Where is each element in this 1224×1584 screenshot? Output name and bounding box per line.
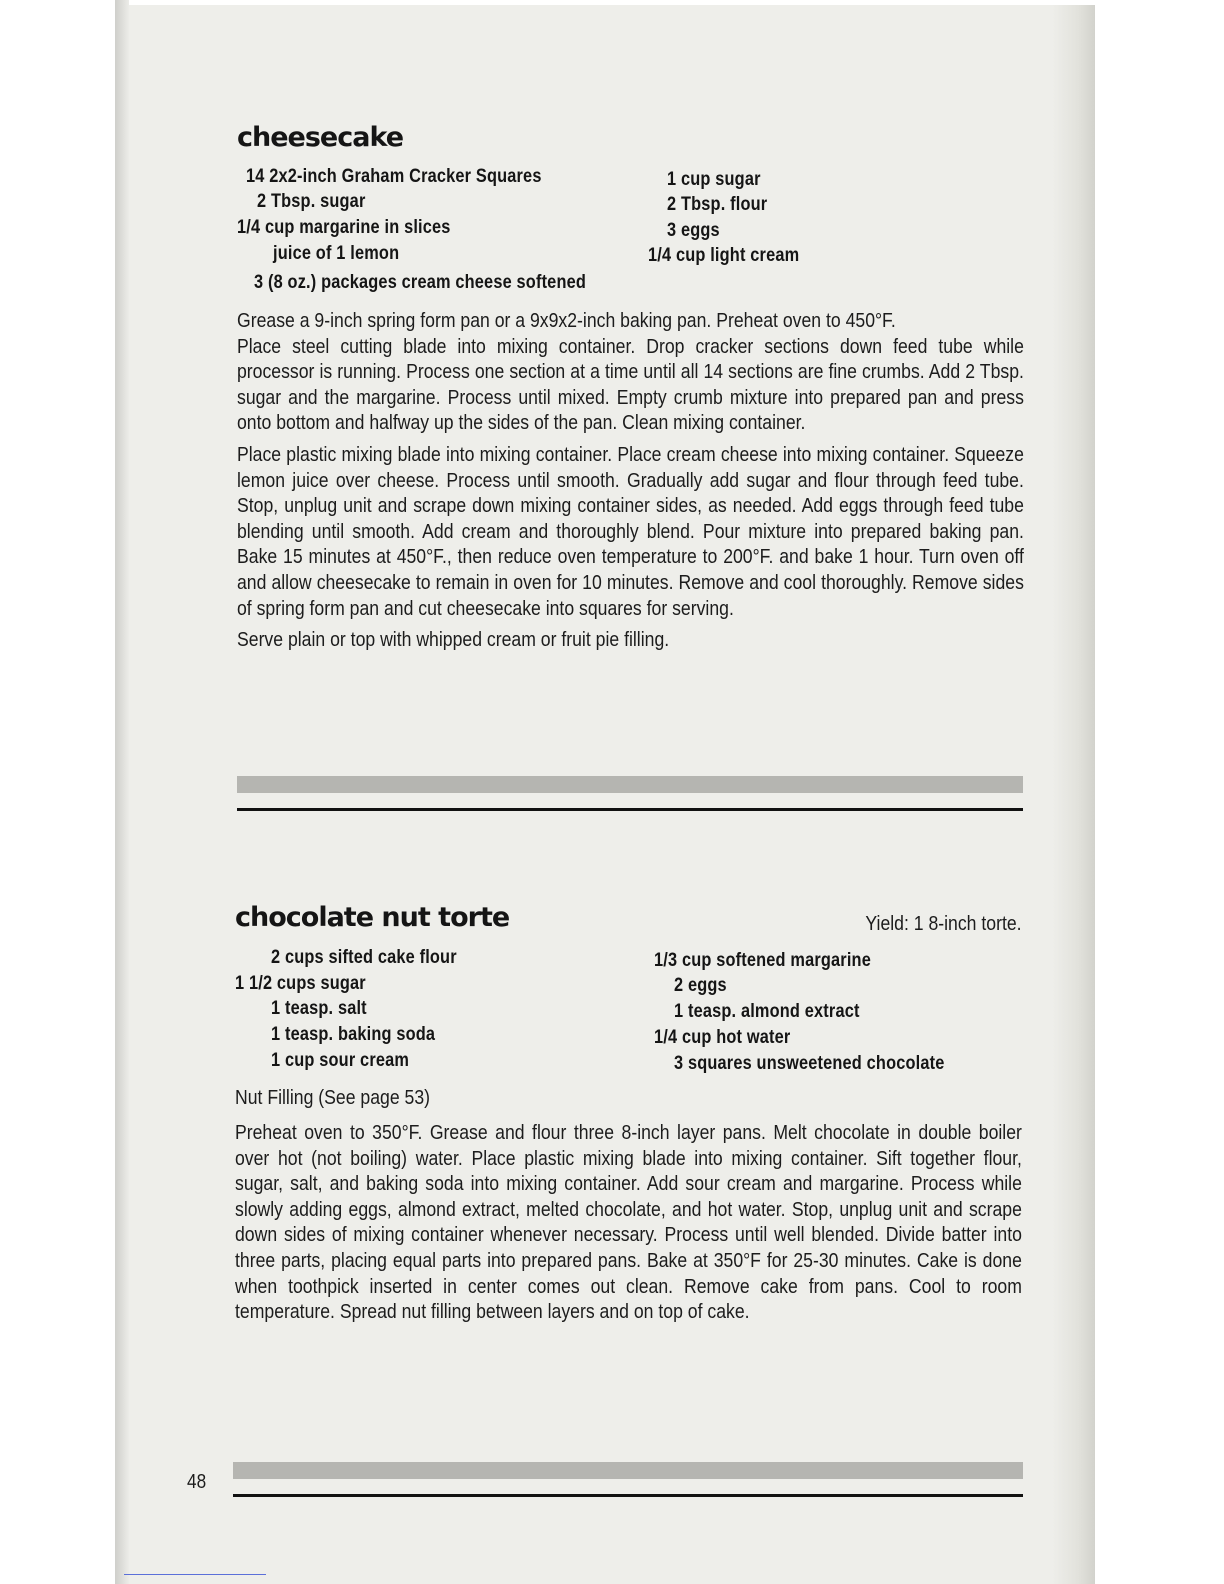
- section-gray-bar: [237, 776, 1023, 793]
- page-edge-shadow: [1052, 5, 1095, 1584]
- ingredient-item: 14 2x2-inch Graham Cracker Squares: [246, 166, 542, 187]
- directions-paragraph: Place steel cutting blade into mixing container. Drop cracker sections down feed tube while processor is running. Process one section at a time until all 14 sections are fine crumbs. Add 2 Tbsp. sugar and the margarine. Process until mixed. Empty crumb mixture into prepared pan and press onto bottom and halfway up the sides of the pan. Clean mixing container.: [237, 334, 1024, 435]
- ingredient-item: 2 eggs: [674, 975, 727, 996]
- recipe-directions-torte: [235, 1120, 1022, 1331]
- ingredient-item: 2 Tbsp. sugar: [257, 191, 366, 212]
- footer-rule: [233, 1494, 1023, 1497]
- ingredient-item: juice of 1 lemon: [273, 243, 400, 264]
- recipe-title-cheesecake: cheesecake: [237, 122, 404, 153]
- page-gutter-shadow: [115, 0, 129, 1584]
- ingredient-item: 3 squares unsweetened chocolate: [674, 1053, 945, 1074]
- scan-margin-right: [1095, 0, 1224, 1584]
- ingredient-item: 1 teasp. baking soda: [271, 1024, 436, 1045]
- ingredient-item: 1 cup sour cream: [271, 1050, 410, 1071]
- scan-artifact-line: [124, 1574, 266, 1575]
- recipe-yield: Yield: 1 8-inch torte.: [865, 912, 1022, 935]
- scan-margin-left: [0, 0, 118, 1584]
- directions-paragraph: Preheat oven to 350°F. Grease and flour three 8-inch layer pans. Melt chocolate in double boiler over hot (not boiling) water. Place plastic mixing blade into mixing container. Sift together flour, sugar, salt, and baking soda into mixing container. Add sour cream and margarine. Process while slowly adding eggs, almond extract, melted chocolate, and hot water. Stop, unplug unit and scrape down sides of mixing container whenever necessary. Process until well blended. Divide batter into three parts, placing equal parts into prepared pans. Bake at 350°F for 25-30 minutes. Cake is done when toothpick inserted in center comes out clean. Remove cake from pans. Cool to room temperature. Spread nut filling between layers and on top of cake.: [235, 1121, 1022, 1324]
- ingredient-item: 1 cup sugar: [667, 169, 761, 190]
- recipe-directions-cheesecake: [237, 308, 1024, 659]
- ingredient-item: 1 1/2 cups sugar: [235, 973, 366, 994]
- section-divider-rule: [237, 808, 1023, 811]
- filling-note: Nut Filling (See page 53): [235, 1086, 431, 1109]
- recipe-title-torte: chocolate nut torte: [235, 902, 510, 933]
- ingredient-item: 1 teasp. almond extract: [674, 1001, 860, 1022]
- directions-paragraph: Grease a 9-inch spring form pan or a 9x9x2-inch baking pan. Preheat oven to 450°F.: [237, 309, 896, 332]
- ingredient-item: 1/4 cup hot water: [654, 1027, 791, 1048]
- ingredient-item: 3 (8 oz.) packages cream cheese softened: [254, 272, 587, 293]
- ingredient-item: 3 eggs: [667, 220, 720, 241]
- ingredient-item: 1 teasp. salt: [271, 998, 367, 1019]
- ingredient-item: 2 Tbsp. flour: [667, 194, 768, 215]
- ingredient-item: 2 cups sifted cake flour: [271, 947, 457, 968]
- ingredient-item: 1/4 cup margarine in slices: [237, 217, 451, 238]
- ingredient-item: 1/3 cup softened margarine: [654, 950, 871, 971]
- page-number: 48: [187, 1471, 207, 1493]
- directions-paragraph: Serve plain or top with whipped cream or fruit pie filling.: [237, 628, 670, 652]
- ingredient-item: 1/4 cup light cream: [648, 245, 800, 266]
- footer-gray-bar: [233, 1462, 1023, 1479]
- directions-paragraph: Place plastic mixing blade into mixing container. Place cream cheese into mixing container. Squeeze lemon juice over cheese. Process until smooth. Gradually add sugar and flour through feed tube. Stop, unplug unit and scrape down mixing container sides, as needed. Add eggs through feed tube blending until smooth. Add cream and thoroughly blend. Pour mixture into prepared baking pan. Bake 15 minutes at 450°F., then reduce oven temperature to 200°F. and bake 1 hour. Turn oven off and allow cheesecake to remain in oven for 10 minutes. Remove and cool thoroughly. Remove sides of spring form pan and cut cheesecake into squares for serving.: [237, 442, 1024, 620]
